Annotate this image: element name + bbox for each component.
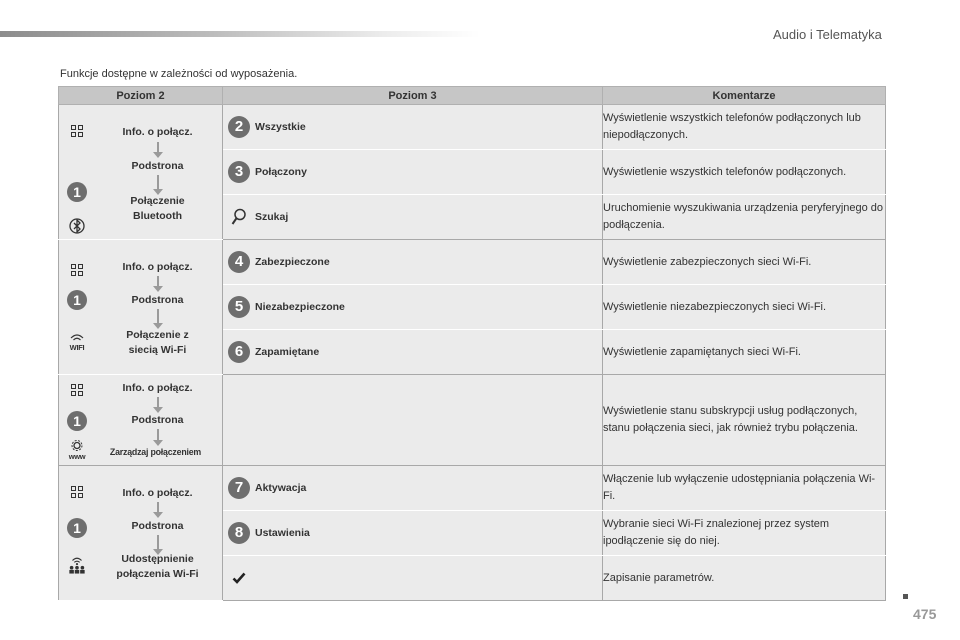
menu-table: [58, 86, 886, 601]
level3-number-badge: 8: [228, 522, 250, 544]
level3-cell: [223, 195, 603, 240]
column-header-level3: Poziom 3: [223, 87, 603, 105]
level1-number-badge: 1: [67, 182, 87, 202]
comment-cell: Wyświetlenie niezabezpieczonych sieci Wi-Fi.: [603, 285, 886, 330]
menu-item-wifi-sharing: Udostępnienie połączenia Wi-Fi: [116, 553, 199, 580]
menu-item-connection-info: Info. o połącz.: [122, 126, 193, 138]
comment-cell: Wyświetlenie wszystkich telefonów podłączonych.: [603, 150, 886, 195]
wifi-sharing-icon: [68, 554, 86, 576]
level3-number-badge: 3: [228, 161, 250, 183]
table-row: [59, 375, 886, 466]
level3-cell: [223, 285, 603, 330]
level3-cell: [223, 330, 603, 375]
intro-text: Funkcje dostępne w zależności od wyposażenia.: [60, 68, 298, 80]
search-icon: [223, 208, 255, 226]
menu-item-manage-connection: Zarządzaj połączeniem: [109, 447, 202, 457]
menu-item-subpage: Podstrona: [131, 294, 184, 306]
apps-grid-icon: [68, 261, 86, 279]
level3-label: Wszystkie: [255, 121, 306, 133]
level3-label: Zabezpieczone: [255, 256, 330, 268]
level3-label: Połączony: [255, 166, 307, 178]
level3-cell: [223, 466, 603, 511]
page-number: [913, 606, 936, 622]
menu-item-connection-info: Info. o połącz.: [122, 261, 193, 273]
comment-cell: Wyświetlenie zapamiętanych sieci Wi-Fi.: [603, 330, 886, 375]
apps-grid-icon: [68, 381, 86, 399]
level3-cell: [223, 511, 603, 556]
table-row: [59, 240, 886, 285]
page-number-text: 475: [913, 606, 937, 622]
level3-number-badge: 7: [228, 477, 250, 499]
section-title: Audio i Telematyka: [773, 27, 882, 42]
comment-cell: Zapisanie parametrów.: [603, 556, 886, 601]
menu-item-subpage: Podstrona: [131, 160, 184, 172]
level3-cell: [223, 240, 603, 285]
level3-label: Ustawienia: [255, 527, 310, 539]
bluetooth-icon: [68, 217, 86, 235]
level3-label: Zapamiętane: [255, 346, 320, 358]
comment-cell: Wybranie sieci Wi-Fi znalezionej przez system ipodłączenie się do niej.: [603, 511, 886, 556]
level3-label: Aktywacja: [255, 482, 307, 494]
level1-number-badge: 1: [67, 411, 87, 431]
top-decorative-bar: [0, 31, 480, 37]
page-marker: [903, 594, 908, 599]
comment-cell: Wyświetlenie wszystkich telefonów podłączonych lub niepodłączonych.: [603, 105, 886, 150]
level1-number-badge: 1: [67, 290, 87, 310]
level3-number-badge: 4: [228, 251, 250, 273]
wifi-icon: WIFI: [68, 332, 86, 354]
level3-cell: [223, 105, 603, 150]
level1-number-badge: 1: [67, 518, 87, 538]
menu-item-subpage: Podstrona: [131, 520, 184, 532]
column-header-level2: Poziom 2: [59, 87, 223, 105]
checkmark-icon: [223, 572, 255, 584]
apps-grid-icon: [68, 483, 86, 501]
apps-grid-icon: [68, 122, 86, 140]
menu-item-wifi-connection: Połączenie z siecią Wi-Fi: [126, 329, 189, 356]
menu-item-subpage: Podstrona: [131, 414, 184, 426]
table-row: [59, 466, 886, 511]
comment-cell: Wyświetlenie stanu subskrypcji usług podłączonych, stanu połączenia sieci, jak również trybu połączenia.: [603, 375, 886, 466]
level2-cell-wifi: [59, 240, 223, 375]
menu-item-connection-info: Info. o połącz.: [122, 487, 193, 499]
level2-cell-wifi-sharing: [59, 466, 223, 601]
level3-label: Niezabezpieczone: [255, 301, 345, 313]
comment-cell: Uruchomienie wyszukiwania urządzenia peryferyjnego do podłączenia.: [603, 195, 886, 240]
comment-cell: Włączenie lub wyłączenie udostępniania połączenia Wi-Fi.: [603, 466, 886, 511]
table-header-row: [59, 87, 886, 105]
level2-cell-bluetooth: [59, 105, 223, 240]
menu-item-connection-info: Info. o połącz.: [122, 382, 193, 394]
comment-cell: Wyświetlenie zabezpieczonych sieci Wi-Fi.: [603, 240, 886, 285]
level3-number-badge: 6: [228, 341, 250, 363]
table-row: [59, 105, 886, 150]
level3-number-badge: 2: [228, 116, 250, 138]
level3-label: Szukaj: [255, 211, 289, 223]
level2-cell-manage-connection: [59, 375, 223, 466]
level3-cell: [223, 556, 603, 601]
column-header-comments: Komentarze: [603, 87, 886, 105]
www-gear-icon: www: [68, 439, 86, 461]
level3-number-badge: 5: [228, 296, 250, 318]
menu-item-bluetooth-connection: Połączenie Bluetooth: [130, 195, 185, 222]
level3-cell-empty: [223, 375, 603, 466]
level3-cell: [223, 150, 603, 195]
